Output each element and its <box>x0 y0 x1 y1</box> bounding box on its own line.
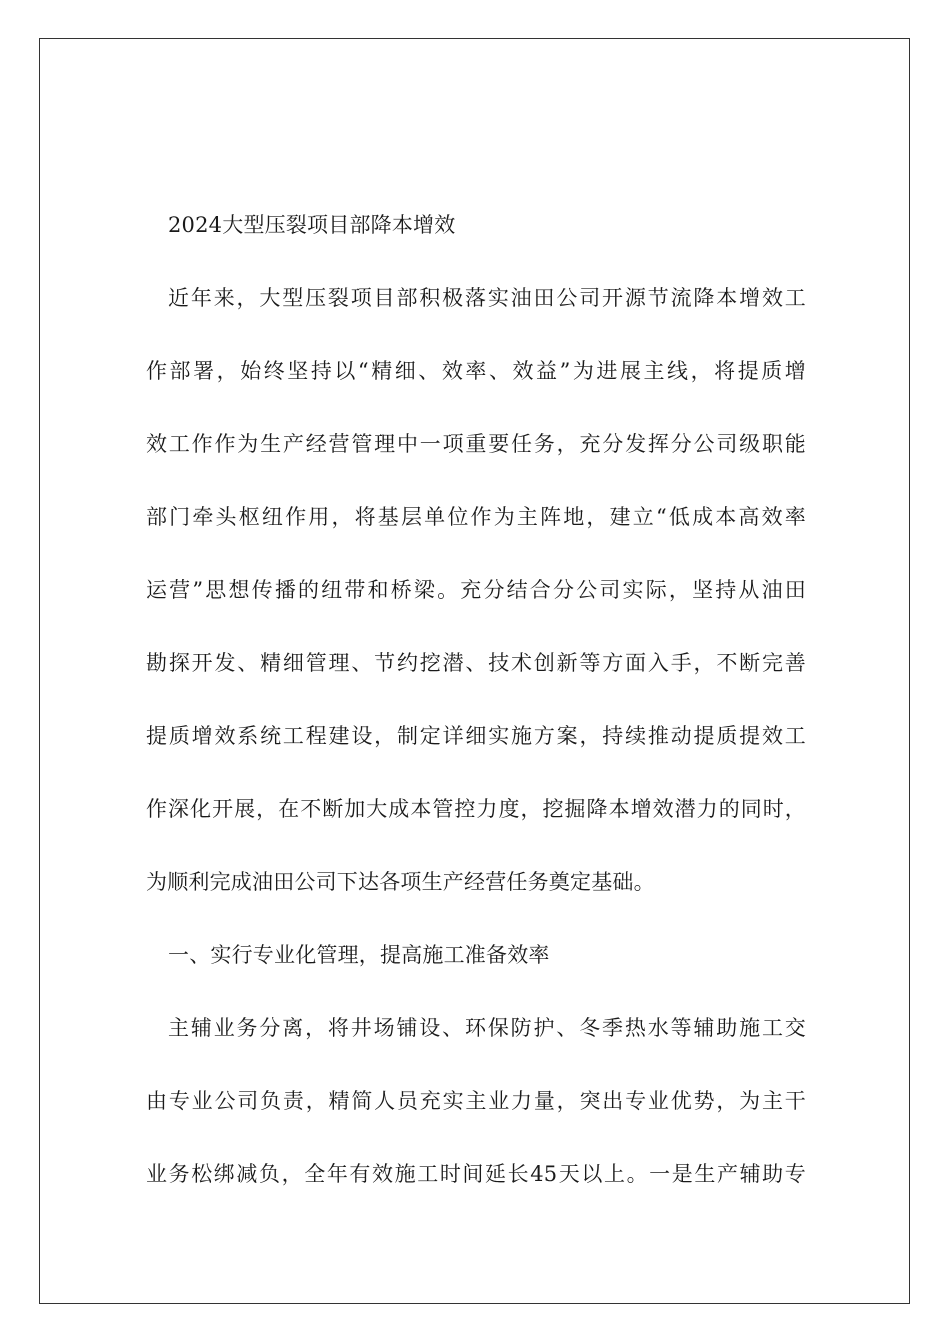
paragraph-line: 为顺利完成油田公司下达各项生产经营任务奠定基础。 <box>146 870 655 894</box>
paragraph-line: 部门牵头枢纽作用，将基层单位作为主阵地，建立“低成本高效率 <box>146 505 806 529</box>
paragraph-line: 勘探开发、精细管理、节约挖潜、技术创新等方面入手，不断完善 <box>146 651 806 675</box>
section-heading: 一、实行专业化管理，提高施工准备效率 <box>168 943 550 967</box>
paragraph-line: 运营”思想传播的纽带和桥梁。充分结合分公司实际，坚持从油田 <box>146 578 806 602</box>
document-title: 2024大型压裂项目部降本增效 <box>168 213 456 237</box>
paragraph-line: 作部署，始终坚持以“精细、效率、效益”为进展主线，将提质增 <box>146 359 806 383</box>
paragraph-line: 效工作作为生产经营管理中一项重要任务，充分发挥分公司级职能 <box>146 432 806 456</box>
paragraph-intro <box>146 276 806 933</box>
paragraph-line: 作深化开展，在不断加大成本管控力度，挖掘降本增效潜力的同时， <box>146 797 806 821</box>
paragraph-line: 提质增效系统工程建设，制定详细实施方案，持续推动提质提效工 <box>146 724 806 748</box>
paragraph-line: 业务松绑减负，全年有效施工时间延长45天以上。一是生产辅助专 <box>146 1162 806 1186</box>
paragraph-section1 <box>146 1006 806 1225</box>
paragraph-line: 近年来，大型压裂项目部积极落实油田公司开源节流降本增效工 <box>168 286 806 310</box>
document-body <box>146 203 806 1225</box>
paragraph-line: 主辅业务分离，将井场铺设、环保防护、冬季热水等辅助施工交 <box>168 1016 806 1040</box>
paragraph-line: 由专业公司负责，精简人员充实主业力量，突出专业优势，为主干 <box>146 1089 806 1113</box>
